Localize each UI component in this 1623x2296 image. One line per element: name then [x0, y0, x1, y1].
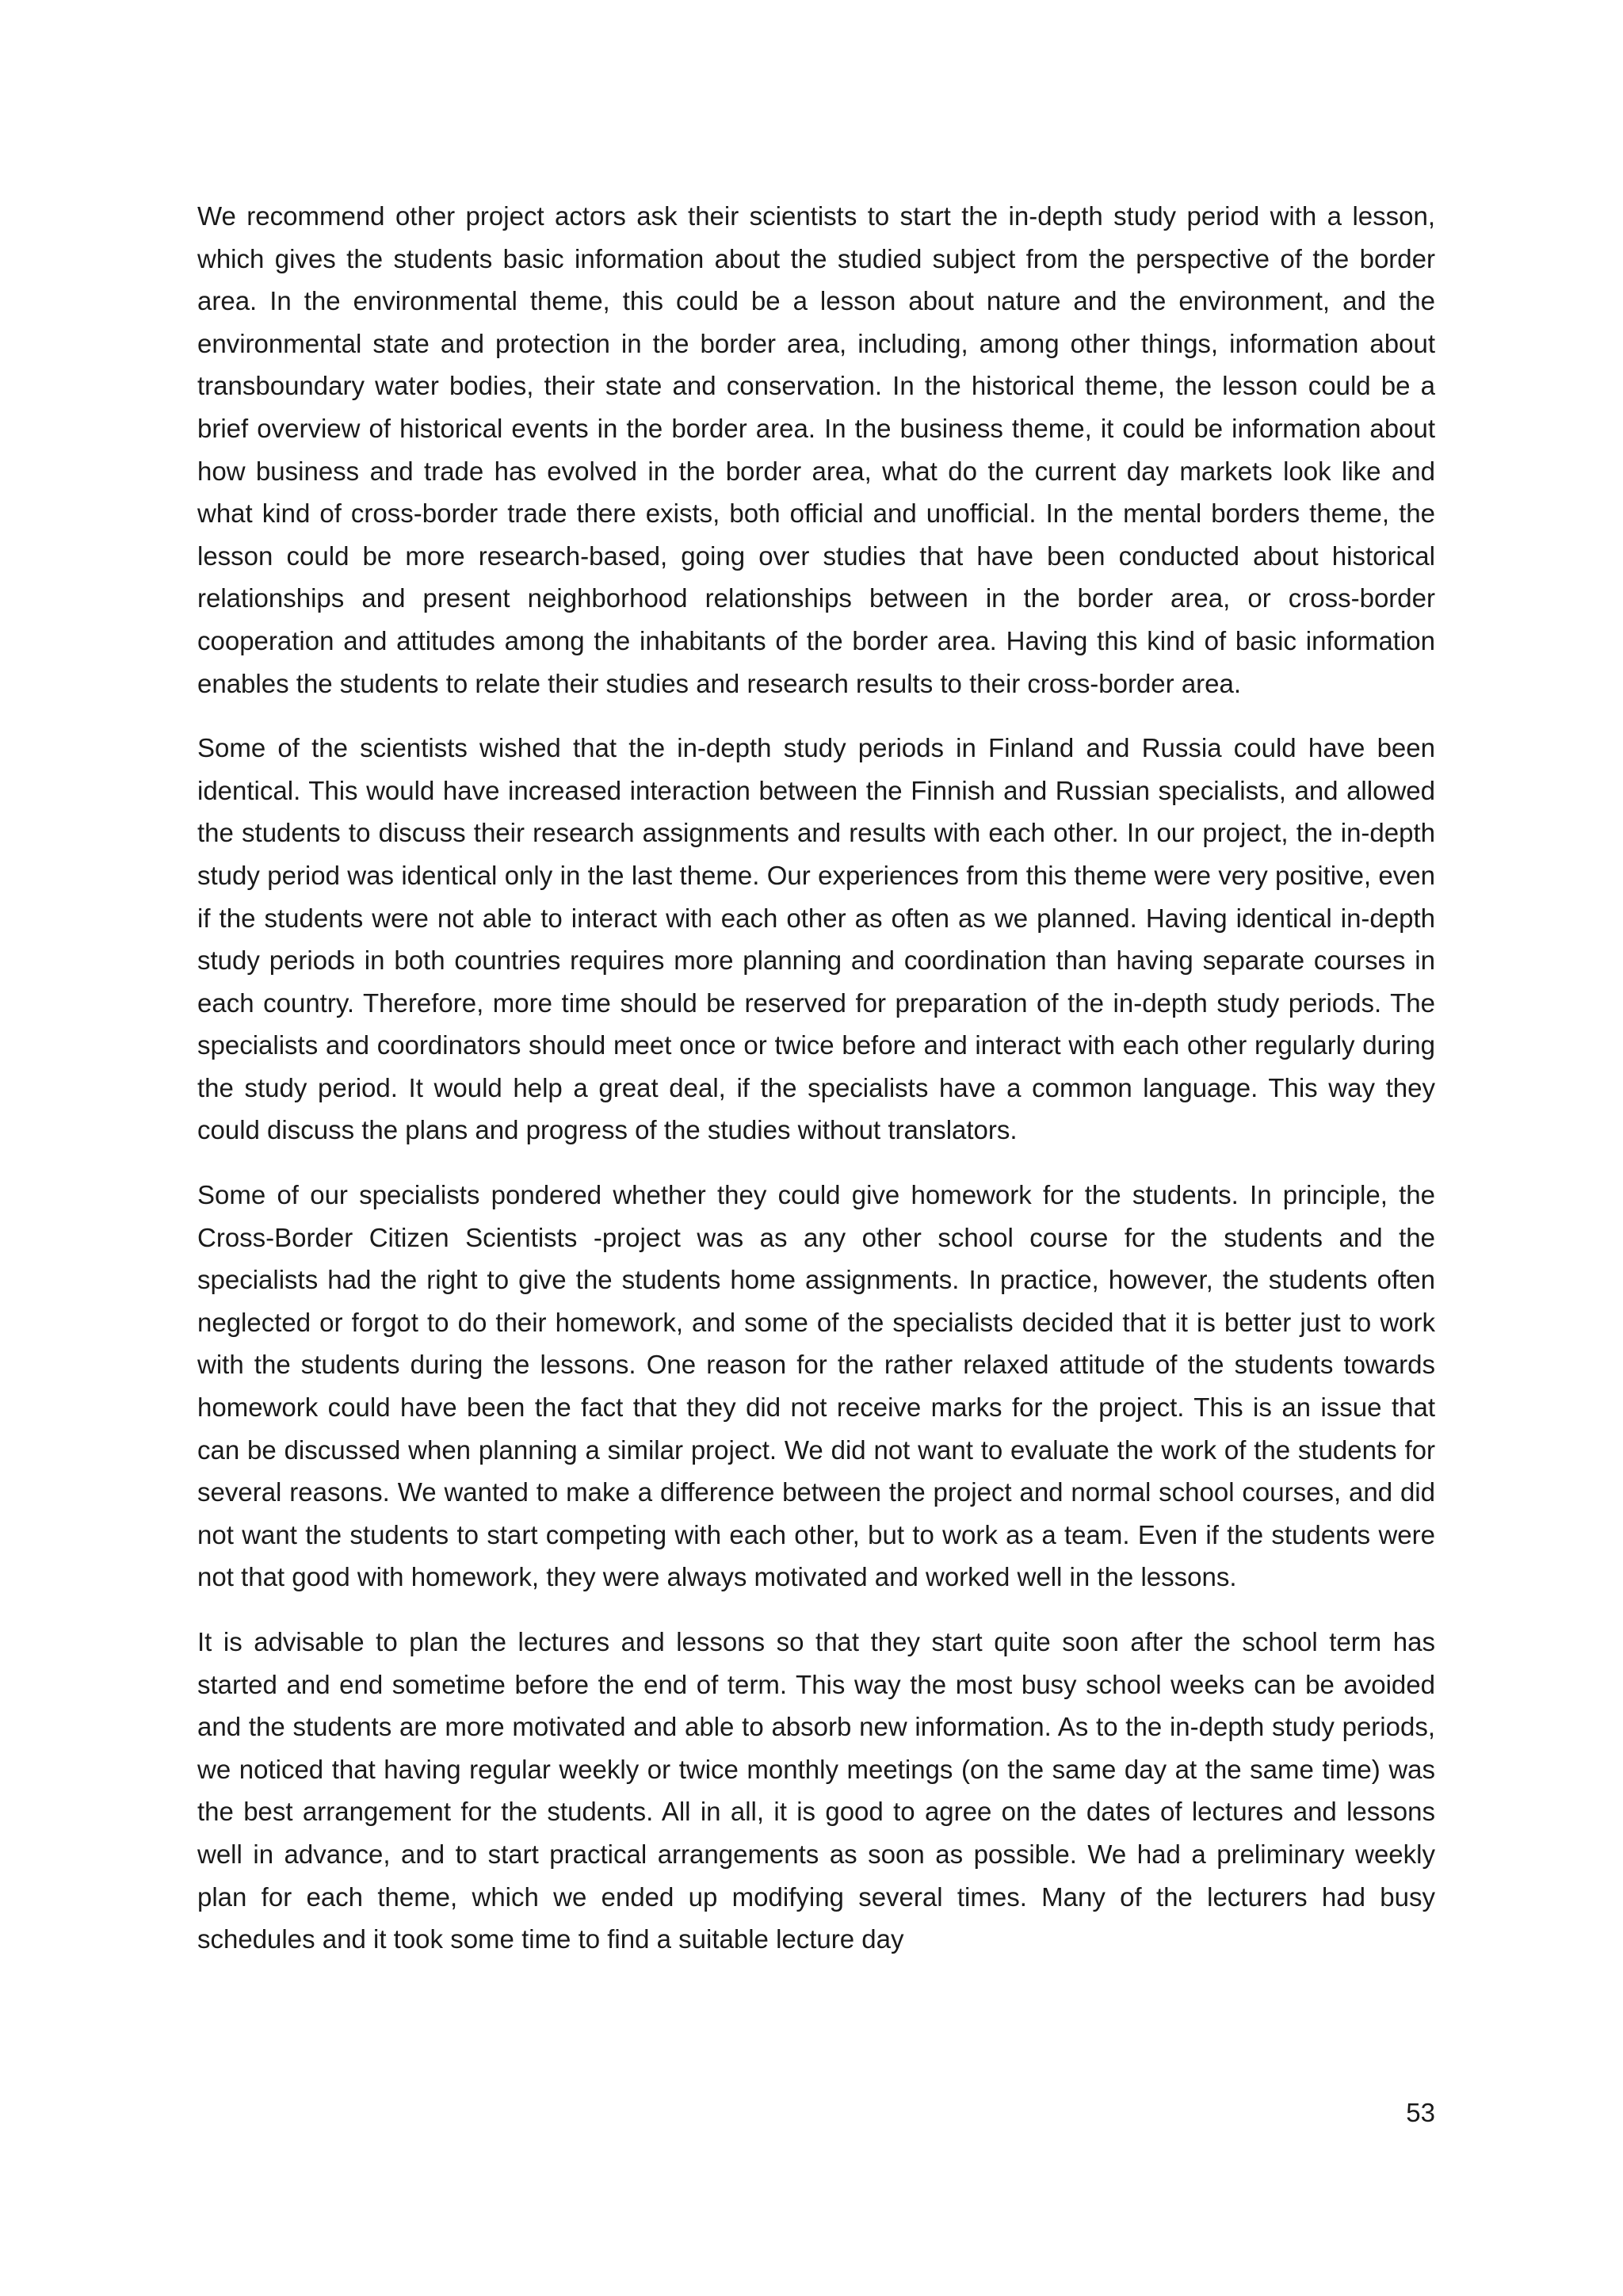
paragraph-homework: Some of our specialists pondered whether they could give homework for the students. In principle, the Cross-Border Citizen Scientists -project was as any other school course for the students and the specialists had the right to give the students home assignments. In practice, however, the students often neglected or forgot to do their homework, and some of the specialists decided that it is better just to work with the students during the lessons. One reason for the rather relaxed attitude of the students towards homework could have been the fact that they did not receive marks for the project. This is an issue that can be discussed when planning a similar project. We did not want to evaluate the work of the students for several reasons. We wanted to make a difference between the project and normal school courses, and did not want the students to start competing with each other, but to work as a team. Even if the students were not that good with homework, they were always motivated and worked well in the lessons. — [197, 1180, 1435, 1592]
paragraph-scheduling: It is advisable to plan the lectures and lessons so that they start quite soon after the school term has started and end sometime before the end of term. This way the most busy school weeks can be avoided and the students are more motivated and able to absorb new information. As to the in-depth study periods, we noticed that having regular weekly or twice monthly meetings (on the same day at the same time) was the best arrangement for the students. All in all, it is good to agree on the dates of lectures and lessons well in advance, and to start practical arrangements as soon as possible. We had a preliminary weekly plan for each theme, which we ended up modifying several times. Many of the lecturers had busy schedules and it took some time to find a suitable lecture day — [197, 1627, 1435, 1954]
page-number: 53 — [1406, 2098, 1435, 2127]
paragraph-identical-study-periods: Some of the scientists wished that the in-depth study periods in Finland and Russia could have been identical. This would have increased interaction between the Finnish and Russian specialists, and allowed the students to discuss their research assignments and results with each other. In our project, the in-depth study period was identical only in the last theme. Our experiences from this theme were very positive, even if the students were not able to interact with each other as often as we planned. Having identical in-depth study periods in both countries requires more planning and coordination than having separate courses in each country. Therefore, more time should be reserved for preparation of the in-depth study periods. The specialists and coordinators should meet once or twice before and interact with each other regularly during the study period. It would help a great deal, if the specialists have a common language. This way they could discuss the plans and progress of the studies without translators. — [197, 733, 1435, 1145]
paragraph-intro-lesson: We recommend other project actors ask their scientists to start the in-depth study period with a lesson, which gives the students basic information about the studied subject from the perspective of the border area. In the environmental theme, this could be a lesson about nature and the environment, and the environmental state and protection in the border area, including, among other things, information about transboundary water bodies, their state and conservation. In the historical theme, the lesson could be a brief overview of historical events in the border area. In the business theme, it could be information about how business and trade has evolved in the border area, what do the current day markets look like and what kind of cross-border trade there exists, both official and unofficial. In the mental borders theme, the lesson could be more research-based, going over studies that have been conducted about historical relationships and present neighborhood relationships between in the border area, or cross-border cooperation and attitudes among the inhabitants of the border area. Having this kind of basic information enables the students to relate their studies and research results to their cross-border area. — [197, 201, 1435, 698]
body-text — [197, 195, 1435, 1983]
